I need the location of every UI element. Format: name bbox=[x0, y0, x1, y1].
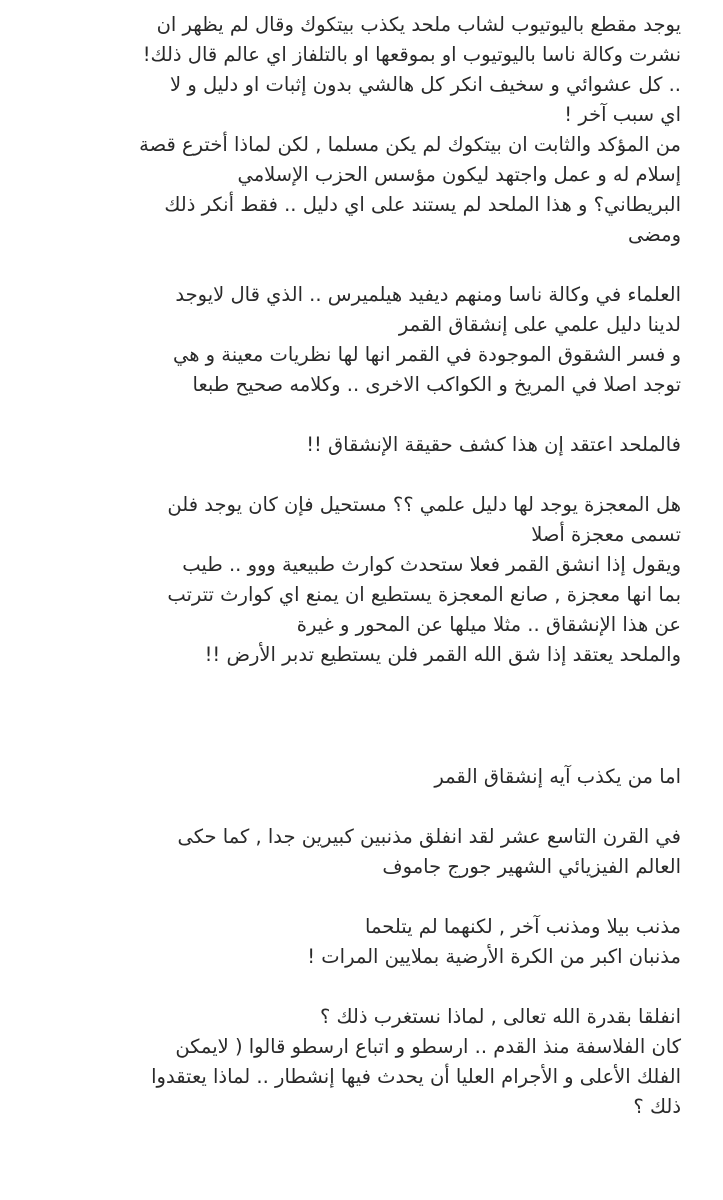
text-line: في القرن التاسع عشر لقد انفلق مذنبين كبيرين جدا , كما حكى bbox=[177, 825, 681, 848]
paragraph-biela-comet bbox=[16, 912, 681, 972]
text-line: مذنبان اكبر من الكرة الأرضية بملايين المرات ! bbox=[307, 945, 681, 968]
text-line: اي سبب آخر ! bbox=[564, 103, 681, 126]
paragraph-spacer bbox=[16, 972, 681, 1002]
text-line: و فسر الشقوق الموجودة في القمر انها لها نظريات معينة و هي bbox=[172, 343, 681, 366]
paragraph-section-heading bbox=[16, 762, 681, 792]
text-line: الفلك الأعلى و الأجرام العليا أن يحدث فيها إنشطار .. لماذا يعتقدوا bbox=[151, 1065, 681, 1088]
paragraph-spacer bbox=[16, 460, 681, 490]
text-line: تسمى معجزة أصلا bbox=[531, 523, 681, 546]
text-line: مذنب بيلا ومذنب آخر , لكنهما لم يتلحما bbox=[365, 915, 681, 938]
text-line: العالم الفيزيائي الشهير جورج جاموف bbox=[382, 855, 681, 878]
text-line: ذلك ؟ bbox=[633, 1095, 681, 1118]
paragraph-spacer bbox=[16, 250, 681, 280]
paragraph-spacer bbox=[16, 882, 681, 912]
text-line: يوجد مقطع باليوتيوب لشاب ملحد يكذب بيتكوك وقال لم يظهر ان bbox=[156, 13, 681, 36]
paragraph-nasa-scientists bbox=[16, 280, 681, 400]
text-line: العلماء في وكالة ناسا ومنهم ديفيد هيلميرس .. الذي قال لايوجد bbox=[175, 283, 681, 306]
text-line: فالملحد اعتقد إن هذا كشف حقيقة الإنشقاق !! bbox=[306, 433, 681, 456]
text-line: .. كل عشوائي و سخيف انكر كل هالشي بدون إثبات او دليل و لا bbox=[170, 73, 681, 96]
paragraph-spacer bbox=[16, 400, 681, 430]
text-line: كان الفلاسفة منذ القدم .. ارسطو و اتباع ارسطو قالوا ( لايمكن bbox=[175, 1035, 681, 1058]
text-line: عن هذا الإنشقاق .. مثلا ميلها عن المحور و غيرة bbox=[296, 613, 681, 636]
text-line: نشرت وكالة ناسا باليوتيوب او بموقعها او بالتلفاز اي عالم قال ذلك! bbox=[142, 43, 681, 66]
paragraph-spacer bbox=[16, 792, 681, 822]
text-line: توجد اصلا في المريخ و الكواكب الاخرى .. وكلامه صحيح طبعا bbox=[192, 373, 681, 396]
text-line: انفلقا بقدرة الله تعالى , لماذا نستغرب ذلك ؟ bbox=[319, 1005, 681, 1028]
text-line: بما انها معجزة , صانع المعجزة يستطيع ان يمنع اي كوارث تترتب bbox=[167, 583, 681, 606]
paragraph-atheist-belief bbox=[16, 430, 681, 460]
text-line: ومضى bbox=[627, 223, 681, 246]
text-line: إسلام له و عمل واجتهد ليكون مؤسس الحزب الإسلامي bbox=[237, 163, 681, 186]
text-line: هل المعجزة يوجد لها دليل علمي ؟؟ مستحيل فإن كان يوجد فلن bbox=[167, 493, 681, 516]
text-line: ويقول إذا انشق القمر فعلا ستحدث كوارث طبيعية ووو .. طيب bbox=[182, 553, 681, 576]
text-line: من المؤكد والثابت ان بيتكوك لم يكن مسلما , لكن لماذا أخترع قصة bbox=[139, 133, 681, 156]
text-line: اما من يكذب آيه إنشقاق القمر bbox=[434, 765, 681, 788]
text-line: البريطاني؟ و هذا الملحد لم يستند على اي دليل .. فقط أنكر ذلك bbox=[164, 193, 681, 216]
paragraph-spacer bbox=[16, 670, 681, 762]
text-line: والملحد يعتقد إذا شق الله القمر فلن يستطيع تدبر الأرض !! bbox=[204, 643, 681, 666]
paragraph-comets bbox=[16, 822, 681, 882]
text-line: لدينا دليل علمي على إنشقاق القمر bbox=[398, 313, 681, 336]
paragraph-philosophers bbox=[16, 1002, 681, 1122]
paragraph-bickett bbox=[16, 10, 681, 250]
paragraph-miracle bbox=[16, 490, 681, 670]
